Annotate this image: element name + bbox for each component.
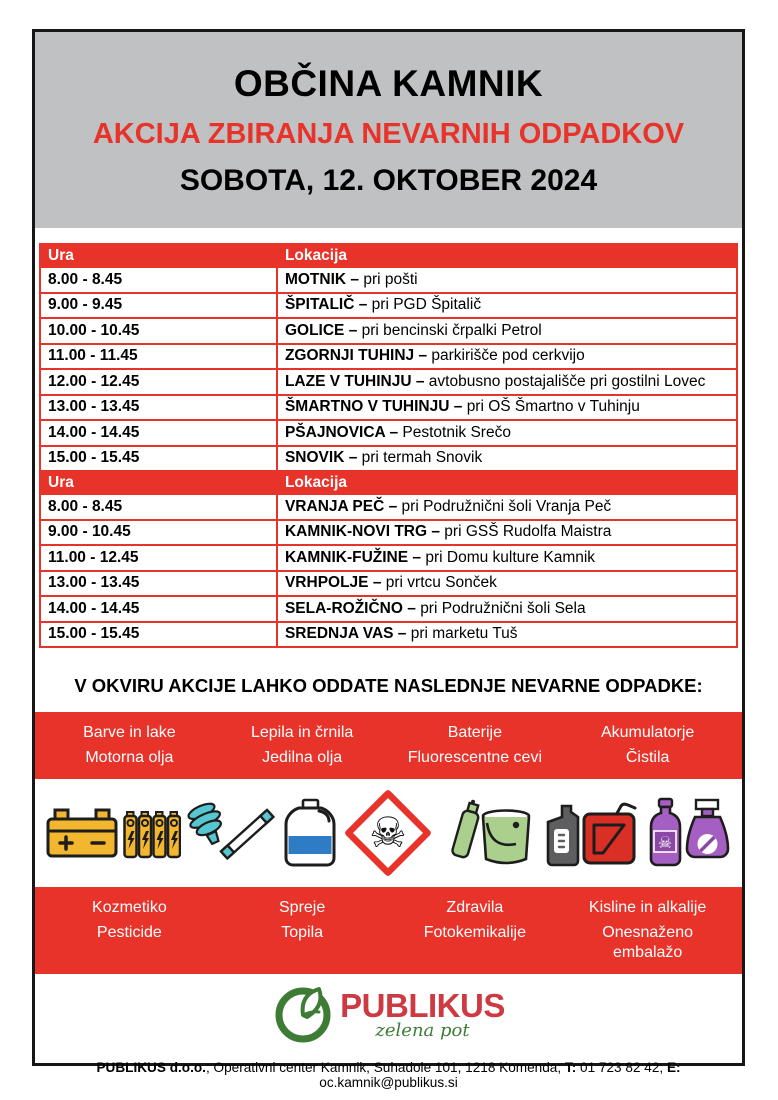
location-name: SELA-ROŽIČNO – (284, 599, 416, 617)
location-name: ŠMARTNO V TUHINJU – (284, 398, 463, 416)
logo-wordmark: PUBLIKUS (340, 987, 505, 1024)
toxic-ghs-skull-icon (340, 785, 436, 881)
schedule-header-row (40, 244, 737, 267)
location-name: KAMNIK-FUŽINE – (284, 548, 422, 566)
location-name: KAMNIK-NOVI TRG – (284, 523, 440, 541)
location-cell (277, 545, 737, 571)
location-cell (277, 446, 737, 472)
waste-category: Barve in lake (83, 724, 176, 741)
content-frame (32, 29, 745, 1090)
location-detail: pri GSŠ Rudolfa Maistra (444, 523, 612, 541)
location-cell (277, 622, 737, 648)
column-header-location: Lokacija (277, 244, 737, 267)
location-detail: parkirišče pod cerkvijo (431, 347, 585, 365)
location-cell (277, 395, 737, 421)
publikus-leaf-mark-icon (272, 984, 334, 1046)
waste-category: Zdravila (446, 899, 504, 916)
time-cell: 15.00 - 15.45 (40, 622, 277, 648)
time-cell: 13.00 - 13.45 (40, 571, 277, 597)
time-cell: 12.00 - 12.45 (40, 369, 277, 395)
footer-contact (35, 1060, 742, 1090)
location-name: VRHPOLJE – (284, 574, 382, 592)
waste-category: Kozmetiko (92, 899, 167, 916)
time-cell: 14.00 - 14.45 (40, 420, 277, 446)
time-cell: 10.00 - 10.45 (40, 318, 277, 344)
location-cell (277, 420, 737, 446)
time-cell: 8.00 - 8.45 (40, 267, 277, 293)
schedule-row (40, 520, 737, 546)
location-name: ŠPITALIČ – (284, 296, 368, 314)
waste-heading: V OKVIRU AKCIJE LAHKO ODDATE NASLEDNJE NEVARNE ODPADKE: (74, 675, 703, 696)
footer-phone: 01 723 82 42; (576, 1060, 667, 1075)
cfl-and-fluorescent-tube-icon (186, 796, 280, 870)
schedule-row (40, 420, 737, 446)
waste-category-band-2 (35, 887, 742, 974)
schedule-row (40, 446, 737, 472)
waste-category: Kisline in alkalije (588, 899, 707, 916)
location-cell (277, 596, 737, 622)
waste-category: Topila (281, 924, 324, 941)
event-subtitle: AKCIJA ZBIRANJA NEVARNIH ODPADKOV (92, 117, 685, 150)
waste-category: Onesnaženo embalažo (602, 924, 693, 961)
location-cell (277, 267, 737, 293)
time-cell: 11.00 - 11.45 (40, 344, 277, 370)
time-cell: 14.00 - 14.45 (40, 596, 277, 622)
schedule-row (40, 571, 737, 597)
location-detail: pri PGD Špitalič (371, 296, 482, 314)
location-name: PŠAJNOVICA – (284, 423, 399, 441)
location-name: SREDNJA VAS – (284, 625, 407, 643)
waste-category: Motorna olja (85, 749, 174, 766)
time-cell: 9.00 - 9.45 (40, 293, 277, 319)
location-detail: pri pošti (363, 270, 418, 288)
location-detail: Pestotnik Srečo (402, 423, 511, 441)
time-cell: 13.00 - 13.45 (40, 395, 277, 421)
location-cell (277, 369, 737, 395)
location-cell (277, 344, 737, 370)
event-title: OBČINA KAMNIK (233, 62, 544, 104)
location-detail: pri marketu Tuš (410, 625, 518, 643)
schedule-row (40, 494, 737, 520)
location-detail: pri vrtcu Sonček (385, 574, 497, 592)
aa-batteries-icon (123, 806, 181, 860)
skull-crossbones-glyph: ☠ (657, 833, 673, 852)
waste-category: Spreje (279, 899, 326, 916)
location-detail: pri Podružnični šoli Sela (420, 599, 586, 617)
footer-email-label: E: (666, 1060, 681, 1075)
spray-can-and-paint-bucket-icon (440, 797, 535, 869)
location-detail: pri Podružnični šoli Vranja Peč (401, 497, 612, 515)
column-header-time: Ura (40, 471, 277, 494)
waste-category: Baterije (447, 724, 502, 741)
location-detail: pri OŠ Šmartno v Tuhinju (466, 398, 640, 416)
waste-category-band-1 (35, 712, 742, 779)
oil-bottle-and-jerry-can-icon (540, 798, 640, 868)
car-battery-icon (45, 806, 119, 860)
location-name: MOTNIK – (284, 270, 360, 288)
waste-category: Lepila in črnila (250, 724, 354, 741)
location-detail: pri Domu kulture Kamnik (425, 548, 596, 566)
chemical-jug-icon (284, 798, 336, 868)
location-name: VRANJA PEČ – (284, 497, 398, 515)
time-cell: 9.00 - 10.45 (40, 520, 277, 546)
hazard-icons-row (35, 779, 742, 887)
footer-address: ; Operativni center Kamnik, Suhadole 101, 1218 Komenda; (205, 1060, 565, 1075)
schedule-header-row (40, 471, 737, 494)
time-cell: 15.00 - 15.45 (40, 446, 277, 472)
schedule-row (40, 267, 737, 293)
waste-category: Fluorescentne cevi (407, 749, 543, 766)
location-name: LAZE V TUHINJU – (284, 372, 425, 390)
event-date: SOBOTA, 12. OKTOBER 2024 (179, 163, 598, 197)
schedule-table (39, 243, 738, 648)
column-header-location: Lokacija (277, 471, 737, 494)
time-cell: 8.00 - 8.45 (40, 494, 277, 520)
schedule-row (40, 596, 737, 622)
schedule-row (40, 395, 737, 421)
location-cell (277, 494, 737, 520)
waste-category: Jedilna olja (262, 749, 343, 766)
location-detail: avtobusno postajališče pri gostilni Lovec (428, 372, 706, 390)
location-name: GOLICE – (284, 321, 358, 339)
location-name: ZGORNJI TUHINJ – (284, 347, 428, 365)
location-detail: pri termah Snovik (361, 449, 483, 467)
poison-bottle-and-spray-bottle-icon (644, 797, 732, 869)
schedule-row (40, 622, 737, 648)
location-name: SNOVIK – (284, 449, 358, 467)
waste-category: Pesticide (96, 924, 162, 941)
location-detail: pri bencinski črpalki Petrol (361, 321, 542, 339)
waste-category: Akumulatorje (600, 724, 695, 741)
location-cell (277, 293, 737, 319)
footer-company: PUBLIKUS d.o.o. (96, 1060, 206, 1075)
footer-email: oc.kamnik@publikus.si (319, 1075, 458, 1090)
column-header-time: Ura (40, 244, 277, 267)
schedule-row (40, 369, 737, 395)
publikus-logo (35, 984, 742, 1046)
location-cell (277, 318, 737, 344)
footer-phone-label: T: (564, 1060, 577, 1075)
schedule-row (40, 318, 737, 344)
schedule-row (40, 293, 737, 319)
location-cell (277, 520, 737, 546)
masthead (35, 32, 742, 228)
skull-crossbones-glyph: ☠ (369, 808, 407, 857)
schedule-row (40, 344, 737, 370)
waste-category: Fotokemikalije (423, 924, 526, 941)
time-cell: 11.00 - 12.45 (40, 545, 277, 571)
schedule-row (40, 545, 737, 571)
waste-category: Čistila (625, 749, 670, 766)
logo-tagline: zelena pot (375, 1020, 470, 1041)
location-cell (277, 571, 737, 597)
